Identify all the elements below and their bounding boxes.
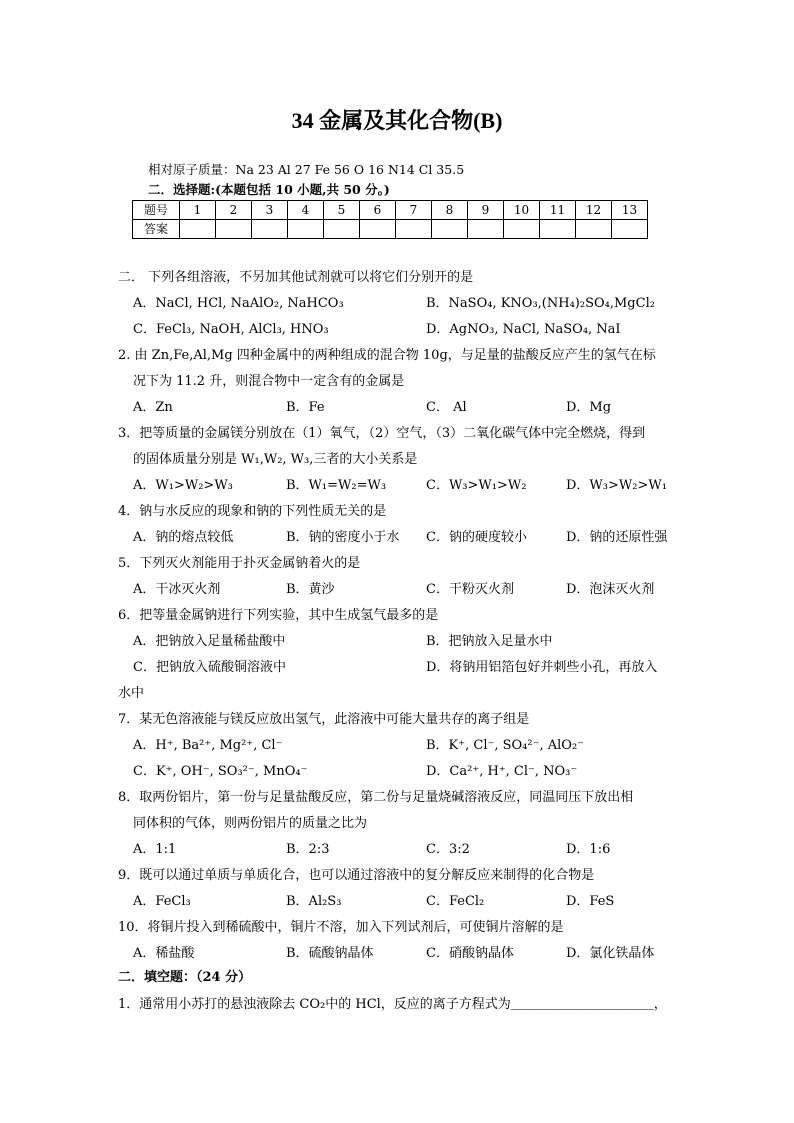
- question-6-option-c: C．把钠放入硫酸铜溶液中: [133, 660, 286, 675]
- question-10-option-d: D．氯化铁晶体: [566, 946, 655, 961]
- question-10-stem: 10．将铜片投入到稀硫酸中，铜片不溶，加入下列试剂后，可使铜片溶解的是: [118, 920, 564, 935]
- question-4-option-d: D．钠的还原性强: [566, 530, 668, 545]
- question-6-option-d-cont: 水中: [118, 686, 145, 701]
- question-8-option-b: B．2:3: [286, 842, 330, 857]
- question-4-option-c: C．钠的硬度较小: [426, 530, 527, 545]
- question-number-label: 题号: [133, 201, 180, 220]
- question-6-option-b: B．把钠放入足量水中: [426, 634, 553, 649]
- question-2-option-c: C． Al: [426, 400, 467, 415]
- answer-cell[interactable]: [612, 220, 648, 239]
- question-number-cell: 10: [504, 201, 540, 220]
- question-7-option-a: A．H⁺, Ba²⁺, Mg²⁺, Cl⁻: [133, 738, 283, 753]
- question-3-option-a: A．W₁>W₂>W₃: [133, 478, 233, 493]
- answer-cell[interactable]: [468, 220, 504, 239]
- question-1-option-a: A．NaCl, HCl, NaAlO₂, NaHCO₃: [133, 296, 344, 311]
- question-number-cell: 12: [576, 201, 612, 220]
- question-9-option-a: A．FeCl₃: [133, 894, 191, 909]
- question-9-stem: 9．既可以通过单质与单质化合，也可以通过溶液中的复分解反应来制得的化合物是: [118, 868, 595, 883]
- question-9-option-b: B．Al₂S₃: [286, 894, 342, 909]
- answer-cell[interactable]: [252, 220, 288, 239]
- question-7-option-d: D．Ca²⁺, H⁺, Cl⁻, NO₃⁻: [426, 764, 578, 779]
- question-8-stem-cont: 同体积的气体，则两份铝片的质量之比为: [133, 816, 368, 831]
- question-9-option-d: D．FeS: [566, 894, 615, 909]
- question-number-cell: 5: [324, 201, 360, 220]
- page-title: 34 金属及其化合物(B): [291, 108, 503, 133]
- question-number-cell: 11: [540, 201, 576, 220]
- question-number-cell: 13: [612, 201, 648, 220]
- question-4-option-a: A．钠的熔点较低: [133, 530, 234, 545]
- question-3-option-d: D．W₃>W₂>W₁: [566, 478, 667, 493]
- question-10-option-b: B．硫酸钠晶体: [286, 946, 374, 961]
- answer-cell[interactable]: [396, 220, 432, 239]
- question-1-stem: 二． 下列各组溶液，不另加其他试剂就可以将它们分别开的是: [118, 270, 474, 285]
- question-number-cell: 1: [180, 201, 216, 220]
- question-3-stem-cont: 的固体质量分别是 W₁,W₂, W₃,三者的大小关系是: [133, 452, 418, 467]
- question-number-cell: 3: [252, 201, 288, 220]
- question-4-stem: 4．钠与水反应的现象和钠的下列性质无关的是: [118, 504, 387, 519]
- answer-table-answer-row: [133, 220, 648, 239]
- question-8-option-c: C．3:2: [426, 842, 470, 857]
- question-8-option-a: A．1:1: [133, 842, 177, 857]
- question-8-option-d: D．1:6: [566, 842, 611, 857]
- question-number-cell: 7: [396, 201, 432, 220]
- question-6-option-d: D．将钠用铝箔包好并刺些小孔，再放入: [426, 660, 658, 675]
- question-7-stem: 7．某无色溶液能与镁反应放出氢气，此溶液中可能大量共存的离子组是: [118, 712, 530, 727]
- question-1-option-c: C．FeCl₃, NaOH, AlCl₃, HNO₃: [133, 322, 329, 337]
- answer-table-number-row: [133, 201, 648, 220]
- atomic-masses: 相对原子质量：Na 23 Al 27 Fe 56 O 16 N14 Cl 35.5: [148, 162, 465, 177]
- answer-cell[interactable]: [540, 220, 576, 239]
- question-3-option-c: C．W₃>W₁>W₂: [426, 478, 527, 493]
- answer-table: [132, 200, 648, 239]
- question-1-option-b: B．NaSO₄, KNO₃,(NH₄)₂SO₄,MgCl₂: [426, 296, 655, 311]
- question-5-option-a: A．干冰灭火剂: [133, 582, 221, 597]
- answer-cell[interactable]: [504, 220, 540, 239]
- question-1-option-d: D．AgNO₃, NaCl, NaSO₄, NaI: [426, 322, 621, 337]
- answer-cell[interactable]: [324, 220, 360, 239]
- question-8-stem: 8．取两份铝片，第一份与足量盐酸反应，第二份与足量烧碱溶液反应，同温同压下放出相: [118, 790, 634, 805]
- section2-heading: 二．填空题：（24 分）: [118, 970, 252, 985]
- question-2-option-b: B．Fe: [286, 400, 325, 415]
- question-2-option-a: A．Zn: [133, 400, 173, 415]
- question-5-option-b: B．黄沙: [286, 582, 335, 597]
- question-2-stem: 2. 由 Zn,Fe,Al,Mg 四种金属中的两种组成的混合物 10g，与足量的盐酸反应产生的氢气在标: [118, 348, 656, 363]
- question-10-option-a: A．稀盐酸: [133, 946, 195, 961]
- answer-label: 答案: [133, 220, 180, 239]
- question-3-stem: 3．把等质量的金属镁分别放在（1）氧气，（2）空气，（3）二氧化碳气体中完全燃烧，得到: [118, 426, 646, 441]
- question-7-option-b: B．K⁺, Cl⁻, SO₄²⁻, AlO₂⁻: [426, 738, 585, 753]
- section1-heading: 二．选择题:(本题包括 10 小题,共 50 分。): [148, 182, 390, 197]
- question-number-cell: 8: [432, 201, 468, 220]
- question-number-cell: 6: [360, 201, 396, 220]
- fill-question-1: 1．通常用小苏打的悬浊液除去 CO₂中的 HCl，反应的离子方程式为＿＿＿＿＿＿＿＿＿＿＿，: [118, 997, 667, 1012]
- question-4-option-b: B．钠的密度小于水: [286, 530, 400, 545]
- question-5-option-d: D．泡沫灭火剂: [566, 582, 655, 597]
- answer-cell[interactable]: [432, 220, 468, 239]
- answer-cell[interactable]: [576, 220, 612, 239]
- question-9-option-c: C．FeCl₂: [426, 894, 485, 909]
- question-3-option-b: B．W₁=W₂=W₃: [286, 478, 387, 493]
- answer-cell[interactable]: [216, 220, 252, 239]
- question-5-stem: 5．下列灭火剂能用于扑灭金属钠着火的是: [118, 556, 361, 571]
- question-number-cell: 2: [216, 201, 252, 220]
- question-2-stem-cont: 况下为 11.2 升，则混合物中一定含有的金属是: [133, 374, 405, 389]
- question-6-option-a: A．把钠放入足量稀盐酸中: [133, 634, 286, 649]
- answer-cell[interactable]: [360, 220, 396, 239]
- question-number-cell: 9: [468, 201, 504, 220]
- question-5-option-c: C．干粉灭火剂: [426, 582, 514, 597]
- question-2-option-d: D．Mg: [566, 400, 612, 415]
- question-10-option-c: C．硝酸钠晶体: [426, 946, 514, 961]
- answer-cell[interactable]: [288, 220, 324, 239]
- question-6-stem: 6．把等量金属钠进行下列实验，其中生成氢气最多的是: [118, 608, 439, 623]
- question-number-cell: 4: [288, 201, 324, 220]
- answer-cell[interactable]: [180, 220, 216, 239]
- question-7-option-c: C．K⁺, OH⁻, SO₃²⁻, MnO₄⁻: [133, 764, 308, 779]
